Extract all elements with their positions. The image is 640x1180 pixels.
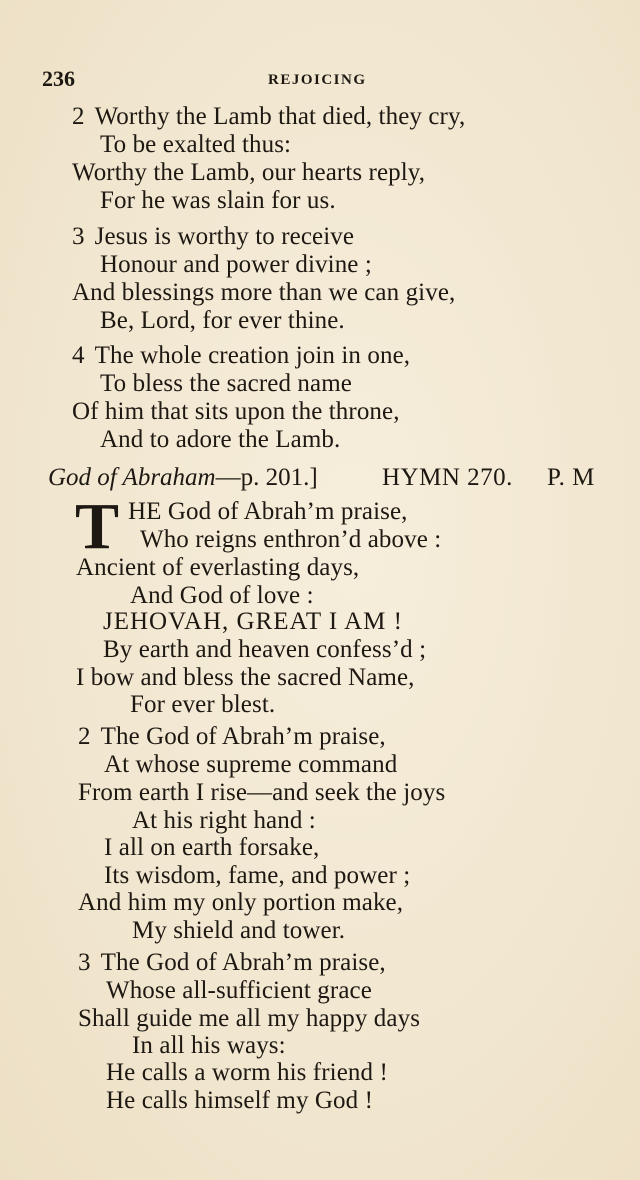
verse-line: My shield and tower. [132,917,346,944]
verse-line: I bow and bless the sacred Name, [76,664,415,691]
verse-line: Of him that sits upon the throne, [72,398,400,425]
verse-line: Shall guide me all my happy days [78,1005,421,1032]
verse-line: Ancient of everlasting days, [76,554,360,581]
verse-line: For he was slain for us. [100,187,336,214]
verse-line: From earth I rise—and seek the joys [78,779,446,806]
verse-line: And him my only portion make, [78,889,404,916]
verse-line: Worthy the Lamb, our hearts reply, [72,159,426,186]
verse-line: Whose all-sufficient grace [106,977,372,1004]
verse-number: 3 [72,223,85,250]
tune-reference: —p. 201.] [215,464,318,491]
verse-line: 4 The whole creation join in one, [72,342,411,369]
verse-line: To bless the sacred name [100,370,352,397]
hymn-meter: P. M [547,464,595,491]
verse-number: 2 [72,103,85,130]
running-title: REJOICING [268,72,367,88]
verse-line: By earth and heaven confess’d ; [103,636,427,663]
verse-line: 3 The God of Abrah’m praise, [78,949,386,976]
verse-line: At whose supreme command [104,751,398,778]
verse-line: Its wisdom, fame, and power ; [104,862,411,889]
verse-line: HE God of Abrah’m praise, [128,498,408,525]
verse-number: 3 [78,949,91,976]
hymn-heading [48,463,608,493]
drop-cap: T [75,490,120,563]
verse-line: For ever blest. [130,691,276,718]
verse-line: 2 Worthy the Lamb that died, they cry, [72,103,466,130]
verse-line: He calls himself my God ! [106,1087,374,1114]
verse-line: In all his ways: [132,1032,286,1059]
verse-line: JEHOVAH, GREAT I AM ! [103,608,403,635]
verse-number: 4 [72,342,85,369]
verse-line: To be exalted thus: [100,131,292,158]
verse-line: I all on earth forsake, [104,834,320,861]
verse-line: At his right hand : [132,807,316,834]
verse-line: Who reigns enthron’d above : [140,526,442,553]
hymn-number: HYMN 270. [382,464,513,491]
verse-line: And to adore the Lamb. [100,426,341,453]
verse-line: And blessings more than we can give, [72,279,456,306]
verse-line: Honour and power divine ; [100,251,372,278]
verse-line: 2 The God of Abrah’m praise, [78,723,386,750]
verse-number: 2 [78,723,91,750]
verse-line: 3 Jesus is worthy to receive [72,223,355,250]
tune-name: God of Abraham [48,464,216,491]
verse-line: He calls a worm his friend ! [106,1059,388,1086]
verse-line: And God of love : [130,582,314,609]
page-number: 236 [42,66,75,91]
verse-line: Be, Lord, for ever thine. [100,307,345,334]
